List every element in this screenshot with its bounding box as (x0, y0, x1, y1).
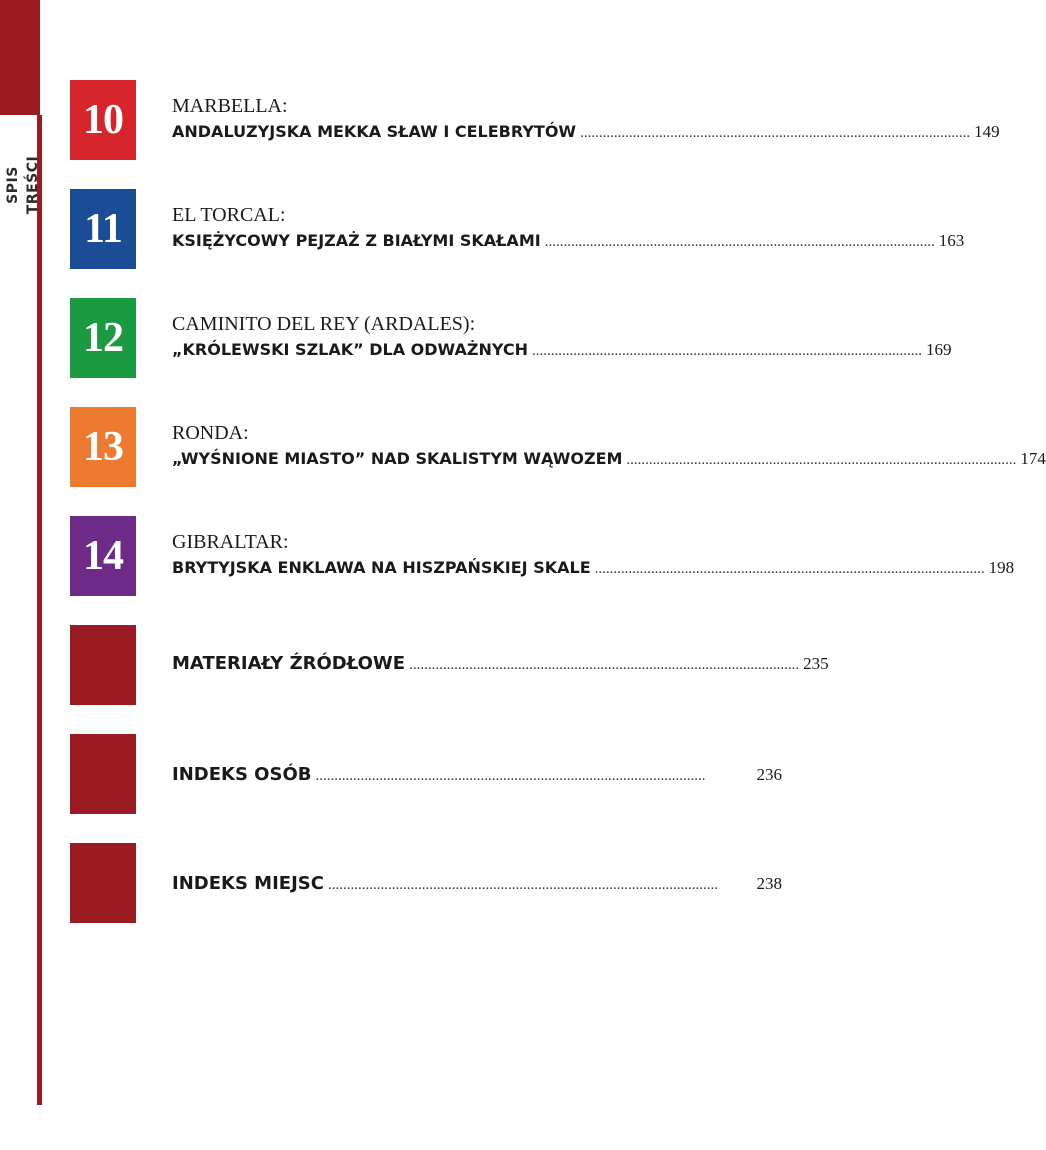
page-number: 163 (938, 231, 965, 250)
chapter-number-badge: 14 (70, 516, 136, 596)
chapter-subtitle: KSIĘŻYCOWY PEJZAŻ Z BIAŁYMI SKAŁAMI (172, 231, 541, 250)
chapter-number-badge: 10 (70, 80, 136, 160)
chapter-subtitle: „KRÓLEWSKI SZLAK” DLA ODWAŻNYCH (172, 340, 529, 359)
chapter-number-badge: 13 (70, 407, 136, 487)
chapter-number-badge: 11 (70, 189, 136, 269)
page-number: 235 (803, 654, 829, 673)
section-badge (70, 843, 136, 923)
chapter-subtitle: BRYTYJSKA ENKLAWA NA HISZPAŃSKIEJ SKALE (172, 558, 591, 577)
page-number: 169 (926, 340, 952, 359)
section-title: INDEKS OSÓB (172, 764, 312, 785)
chapter-title: GIBRALTAR: (172, 531, 289, 553)
dot-leader: ........................................................................................................ (580, 125, 971, 141)
toc-entry-10[interactable] (0, 80, 1000, 162)
chapter-title: EL TORCAL: (172, 204, 286, 226)
dot-leader: ........................................................................................................ (594, 561, 985, 577)
page-number: 238 (756, 874, 782, 893)
toc-entry-sources[interactable] (0, 625, 829, 707)
section-title: MATERIAŁY ŹRÓDŁOWE (172, 653, 406, 674)
toc-entry-places-index[interactable] (0, 843, 800, 925)
chapter-subtitle: „WYŚNIONE MIASTO” NAD SKALISTYM WĄWOZEM (172, 449, 623, 468)
side-label: SPIS TREŚCI (5, 155, 41, 215)
section-badge (70, 625, 136, 705)
dot-leader: ........................................................................................................ (409, 657, 800, 673)
toc-entry-persons-index[interactable] (0, 734, 800, 816)
chapter-title: MARBELLA: (172, 95, 288, 117)
dot-leader: ........................................................................................................ (327, 877, 718, 893)
page-number: 236 (756, 765, 782, 784)
chapter-title: RONDA: (172, 422, 249, 444)
toc-entry-14[interactable] (0, 516, 1015, 598)
page-number: 149 (974, 122, 1000, 141)
section-title: INDEKS MIEJSC (172, 873, 324, 894)
chapter-title: CAMINITO DEL REY (ARDALES): (172, 313, 476, 335)
toc-entry-11[interactable] (0, 189, 965, 271)
chapter-subtitle: ANDALUZYJSKA MEKKA SŁAW I CELEBRYTÓW (172, 122, 577, 141)
dot-leader: ........................................................................................................ (544, 234, 935, 250)
toc-entry-12[interactable] (0, 298, 952, 380)
dot-leader: ........................................................................................................ (626, 452, 1017, 468)
chapter-number-badge: 12 (70, 298, 136, 378)
dot-leader: ........................................................................................................ (315, 768, 706, 784)
section-badge (70, 734, 136, 814)
toc-entry-13[interactable] (0, 407, 1046, 489)
page-number: 174 (1020, 449, 1046, 468)
dot-leader: ........................................................................................................ (532, 343, 923, 359)
page-number: 198 (988, 558, 1015, 577)
